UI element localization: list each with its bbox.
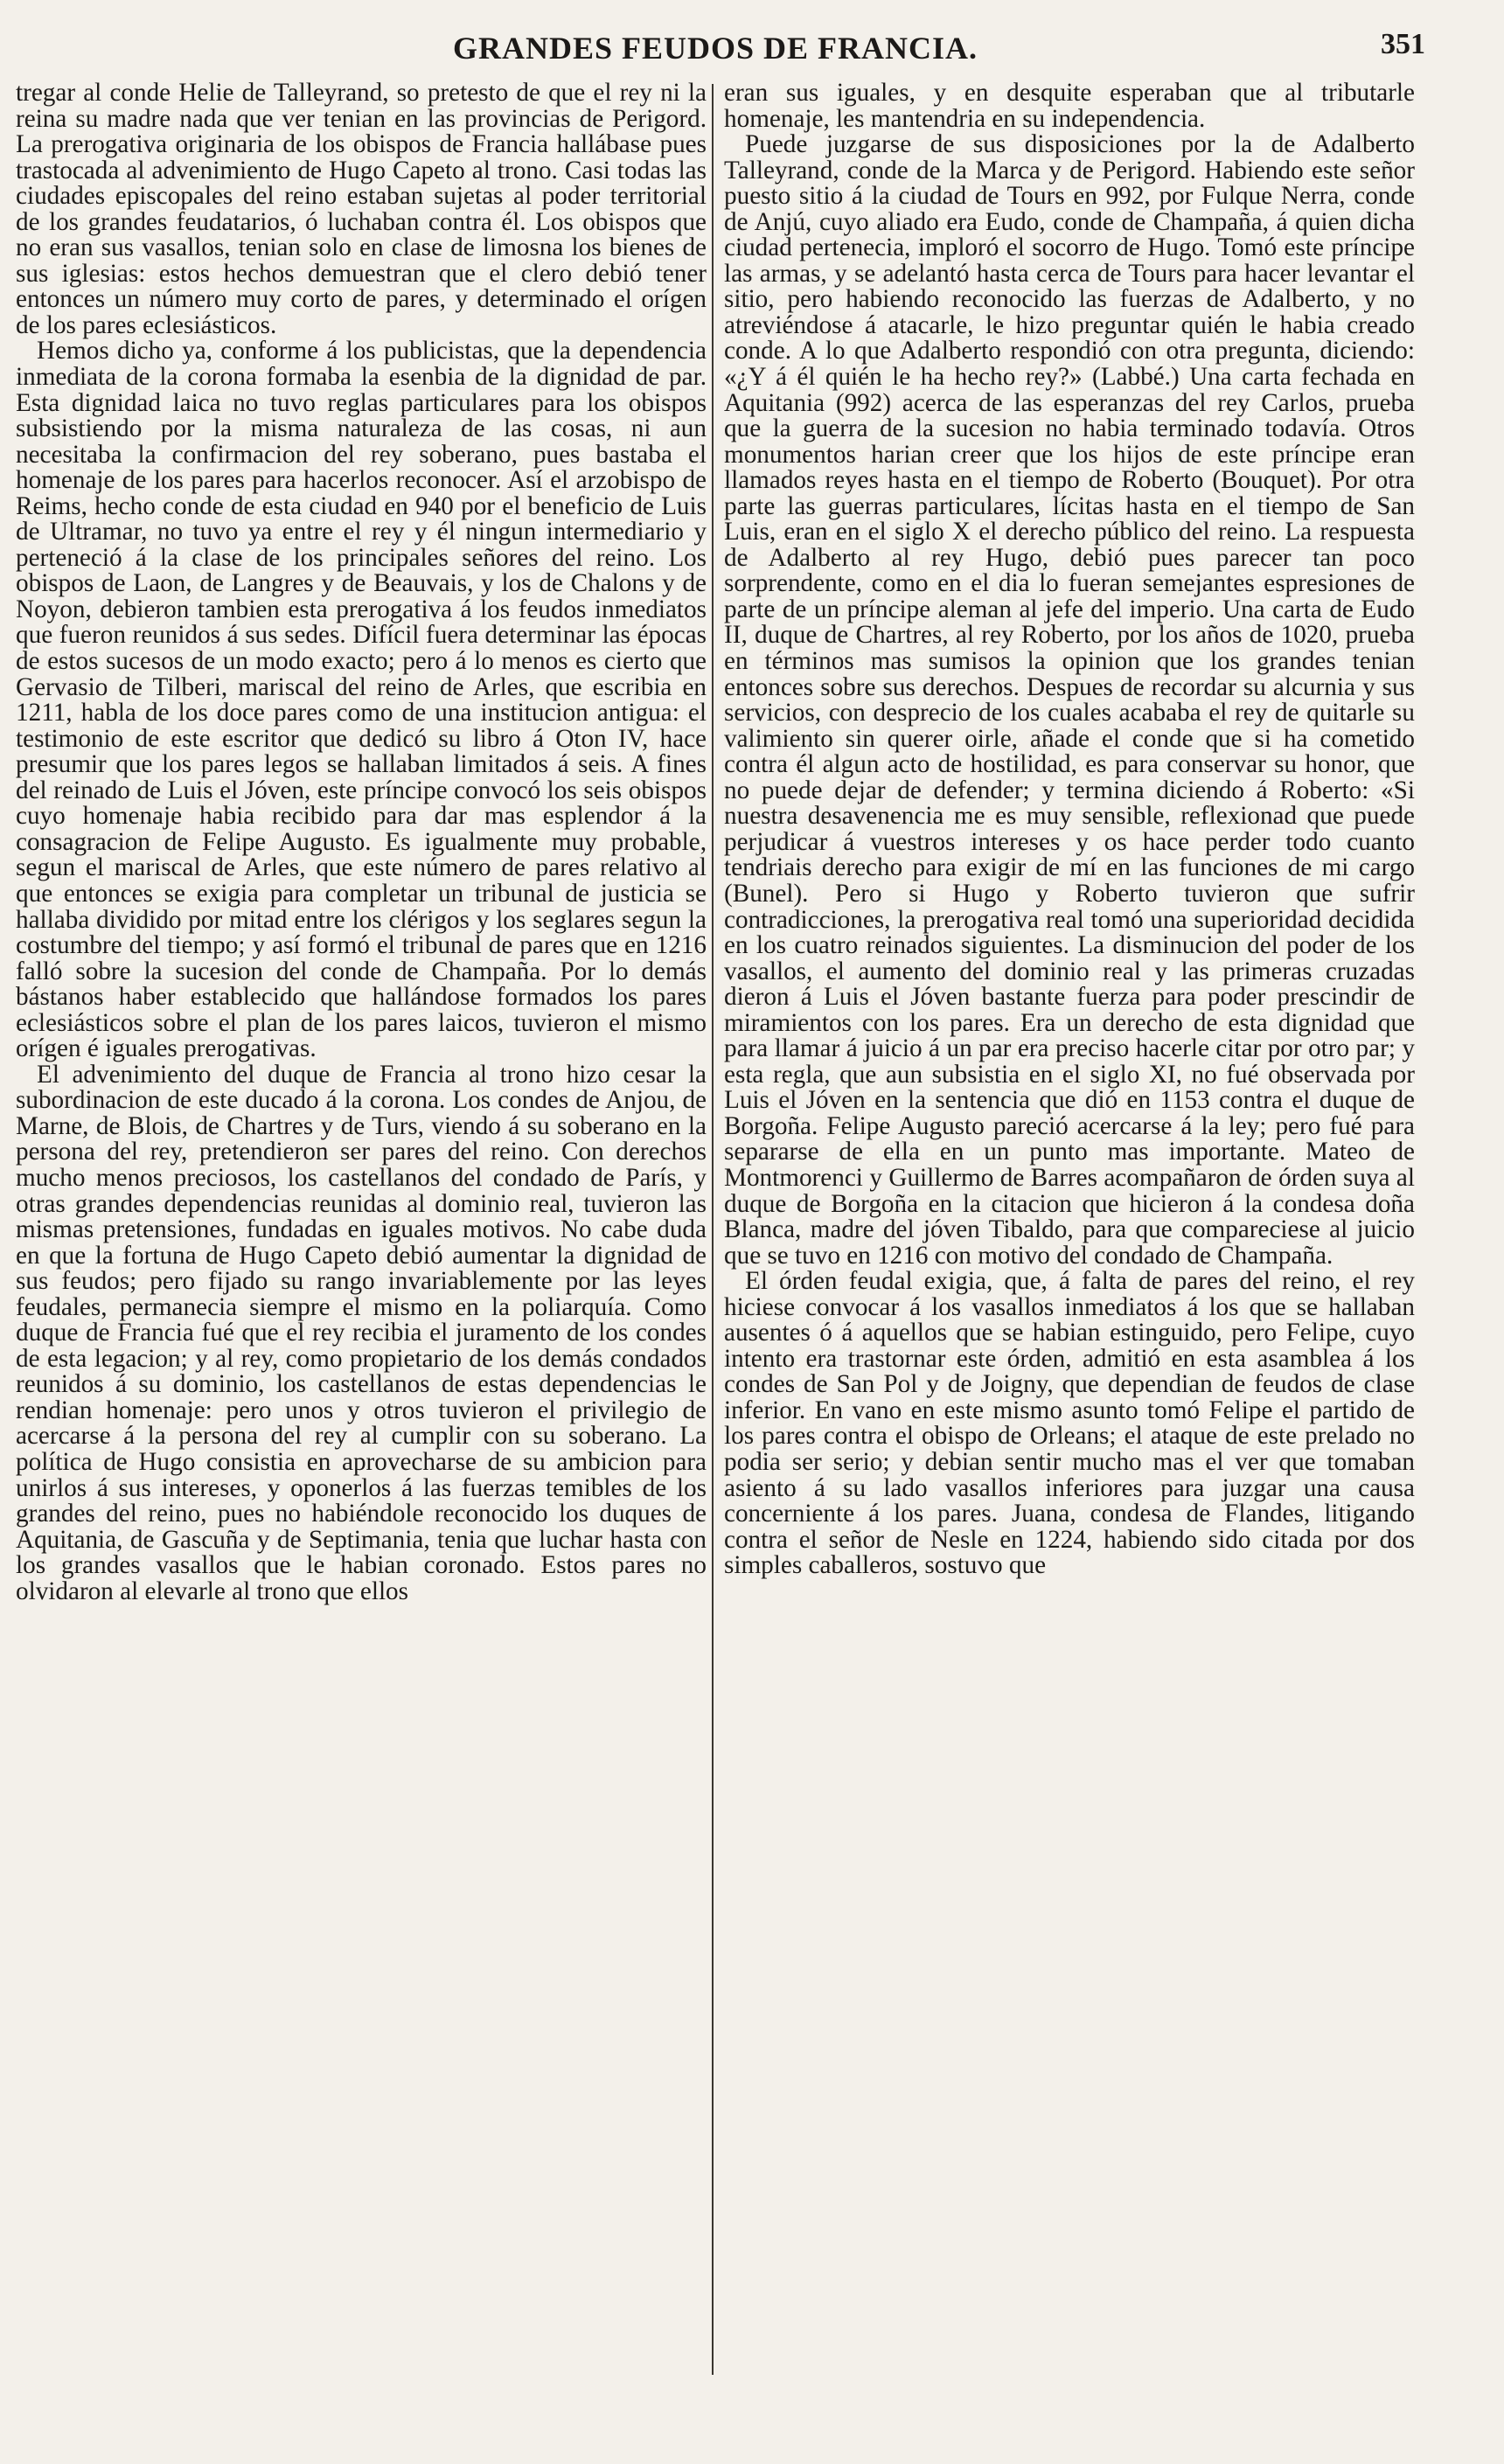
left-paragraph-1: tregar al conde Helie de Talleyrand, so pretesto de que el rey ni la reina su madre nada que ver tenian en las provincias de Perigord. La prerogativa originaria de los obispos de Francia hallábase pues trastocada al advenimiento de Hugo Capeto al trono. Casi todas las ciudades episcopales del reino estaban sujetas al poder territorial de los grandes feudatarios, ó luchaban contra él. Los obispos que no eran sus vasallos, tenian solo en clase de limosna los bienes de sus iglesias: estos hechos demuestran que el clero debió tener entonces un número muy corto de pares, y determinado el orígen de los pares eclesiásticos.	[16, 80, 707, 339]
left-paragraph-2: Hemos dicho ya, conforme á los publicistas, que la dependencia inmediata de la corona formaba la esenbia de la dignidad de par. Esta dignidad laica no tuvo reglas particulares para los obispos subsistiendo por la misma naturaleza de las cosas, ni aun necesitaba la confirmacion del rey soberano, pues bastaba el homenaje de los pares para hacerlos reconocer. Así el arzobispo de Reims, hecho conde de esta ciudad en 940 por el beneficio de Luis de Ultramar, no tuvo ya entre el rey y él ningun intermediario y perteneció á la clase de los principales señores del reino. Los obispos de Laon, de Langres y de Beauvais, y los de Chalons y de Noyon, debieron tambien esta prerogativa á los feudos inmediatos que fueron reunidos á sus sedes. Difícil fuera determinar las épocas de estos sucesos de un modo exacto; pero á lo menos es cierto que Gervasio de Tilberi, mariscal del reino de Arles, que escribia en 1211, habla de los doce pares como de una institucion antigua: el testimonio de este escritor que dedicó su libro á Oton IV, hace presumir que los pares legos se hallaban limitados á seis. A fines del reinado de Luis el Jóven, este príncipe convocó los seis obispos cuyo homenaje habia recibido para dar mas esplendor á la consagracion de Felipe Augusto. Es igualmente muy probable, segun el mariscal de Arles, que este número de pares relativo al que entonces se exigia para completar un tribunal de justicia se hallaba dividido por mitad entre los clérigos y los seglares segun la costumbre del tiempo; y así formó el tribunal de pares que en 1216 falló sobre la sucesion del conde de Champaña. Por lo demás bástanos haber establecido que hallándose formados los pares eclesiásticos sobre el plan de los pares laicos, tuvieron el mismo orígen é iguales prerogativas.	[16, 337, 707, 1063]
page-number: 351	[1381, 28, 1425, 60]
right-column	[724, 80, 1415, 2380]
right-paragraph-3: El órden feudal exigia, que, á falta de pares del reino, el rey hiciese convocar á los vasallos inmediatos á los que se hallaban ausentes ó á aquellos que se habian estinguido, pero Felipe, cuyo intento era trastornar este órden, admitió en esta asamblea á los condes de San Pol y de Joigny, que dependian de feudos de clase inferior. En vano en este mismo asunto tomó Felipe el partido de los pares contra el obispo de Orleans; el ataque de este prelado no podia ser serio; y debian sentir mucho mas el ver que tomaban asiento á su lado vasallos inferiores para juzgar una causa concerniente á los pares. Juana, condesa de Flandes, litigando contra el señor de Nesle en 1224, habiendo sido citada por dos simples caballeros, sostuvo que	[724, 1267, 1415, 1580]
right-paragraph-1: eran sus iguales, y en desquite esperaban que al tributarle homenaje, les mantendria en su independencia.	[724, 80, 1415, 133]
left-column	[16, 80, 707, 2380]
text-columns	[16, 80, 1415, 2380]
left-paragraph-3: El advenimiento del duque de Francia al trono hizo cesar la subordinacion de este ducado á la corona. Los condes de Anjou, de Marne, de Blois, de Chartres y de Turs, viendo á su soberano en la persona del rey, pretendieron ser pares del reino. Con derechos mucho menos preciosos, los castellanos del condado de París, y otras grandes dependencias reunidas al dominio real, tuvieron las mismas pretensiones, fundadas en iguales motivos. No cabe duda en que la fortuna de Hugo Capeto debió aumentar la dignidad de sus feudos; pero fijado su rango invariablemente por las leyes feudales, permanecia siempre el mismo en la poliarquía. Como duque de Francia fué que el rey recibia el juramento de los condes de esta legacion; y al rey, como propietario de los demás condados reunidos á su dominio, los castellanos de estas dependencias le rendian homenaje: pero unos y otros tuvieron el privilegio de acercarse á la persona del rey al cumplir con su soberano. La política de Hugo consistia en aprovecharse de su ambicion para unirlos á sus intereses, y oponerlos á las fuerzas temibles de los grandes del reino, pues no habiéndole reconocido los duques de Aquitania, de Gascuña y de Septimania, tenia que luchar hasta con los grandes vasallos que le habian coronado. Estos pares no olvidaron al elevarle al trono que ellos	[16, 1060, 707, 1605]
right-paragraph-2: Puede juzgarse de sus disposiciones por la de Adalberto Talleyrand, conde de la Marca y de Perigord. Habiendo este señor puesto sitio á la ciudad de Tours en 992, por Fulque Nerra, conde de Anjú, cuyo aliado era Eudo, conde de Champaña, á quien dicha ciudad pertenecia, imploró el socorro de Hugo. Tomó este príncipe las armas, y se adelantó hasta cerca de Tours para hacer levantar el sitio, pero habiendo reconocido las fuerzas de Adalberto, y no atreviéndose á atacarle, le hizo preguntar quién le habia creado conde. A lo que Adalberto respondió con otra pregunta, diciendo: «¿Y á él quién le ha hecho rey?» (Labbé.) Una carta fechada en Aquitania (992) acerca de las esperanzas del rey Carlos, prueba que la guerra de la sucesion no habia terminado todavía. Otros monumentos harian creer que los hijos de este príncipe eran llamados reyes hasta en el tiempo de Roberto (Bouquet). Por otra parte las guerras particulares, lícitas hasta en el tiempo de San Luis, eran en el siglo X el derecho público del reino. La respuesta de Adalberto al rey Hugo, debió pues parecer tan poco sorprendente, como en el dia lo fueran semejantes espresiones de parte de un príncipe aleman al jefe del imperio. Una carta de Eudo II, duque de Chartres, al rey Roberto, por los años de 1020, prueba en términos mas sumisos la opinion que los grandes tenian entonces sobre sus derechos. Despues de recordar su alcurnia y sus servicios, con desprecio de los cuales acababa el rey de quitarle su valimiento sin querer oirle, añade el conde que si ha cometido contra él algun acto de hostilidad, es para conservar su honor, que no puede dejar de defender; y termina diciendo á Roberto: «Si nuestra desavenencia me es muy sensible, reflexionad que puede perjudicar á vuestros intereses y os hace perder todo cuanto tendriais derecho para exigir de mí en las funciones de mi cargo (Bunel). Pero si Hugo y Roberto tuvieron que sufrir contradicciones, la prerogativa real tomó una superioridad decidida en los cuatro reinados siguientes. La disminucion del poder de los vasallos, el aumento del dominio real y las primeras cruzadas dieron á Luis el Jóven bastante fuerza para poder prescindir de miramientos con los pares. Era un derecho de esta dignidad que para llamar á juicio á un par era preciso hacerle citar por otro par; y esta regla, que aun subsistia en el siglo XI, no fué observada por Luis el Jóven en la sentencia que dió en 1153 contra el duque de Borgoña. Felipe Augusto pareció acercarse á la ley; pero fué para separarse de ella en un punto mas importante. Mateo de Montmorenci y Guillermo de Barres acompañaron de órden suya al duque de Borgoña en la citacion que hicieron á la condesa doña Blanca, madre del jóven Tibaldo, para que compareciese al juicio que se tuvo en 1216 con motivo del condado de Champaña.	[724, 130, 1415, 1270]
running-title: GRANDES FEUDOS DE FRANCIA.	[452, 31, 978, 66]
page-header	[16, 17, 1425, 70]
